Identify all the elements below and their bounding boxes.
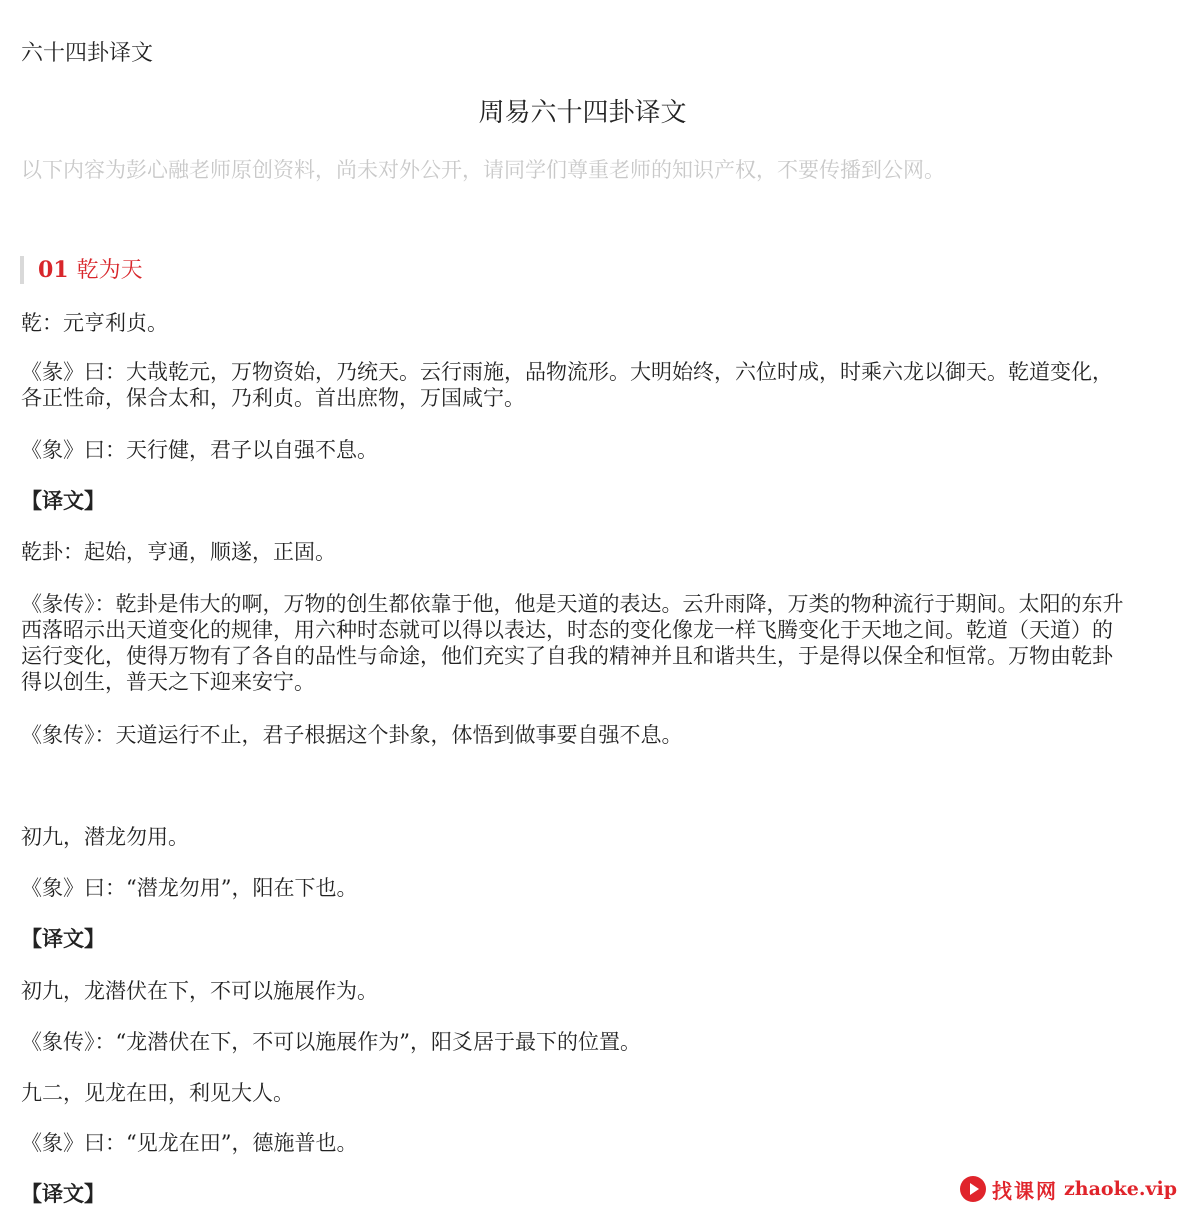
translation-heading: 【译文】 — [21, 926, 105, 951]
translation-heading: 【译文】 — [21, 488, 105, 513]
copyright-notice: 以下内容为彭心融老师原创资料，尚未对外公开，请同学们尊重老师的知识产权，不要传播到公网。 — [21, 158, 945, 182]
section-number: 01 — [38, 257, 69, 283]
document-label: 六十四卦译文 — [21, 41, 154, 66]
tuan-translation: 《彖传》：乾卦是伟大的啊，万物的创生都依靠于他，他是天道的表达。云升雨降，万类的物种流行于期间。太阳的东升西落昭示出天道变化的规律，用六种时态就可以得以表达，时态的变化像龙一样飞腾变化于天地之间。乾道（天道）的运行变化，使得万物有了各自的品性与命途，他们充实了自我的精神并且和谐共生，于是得以保全和恒常。万物由乾卦得以创生，普天之下迎来安宁。 — [21, 592, 1124, 694]
xiang-text: 《象》曰：天行健，君子以自强不息。 — [21, 438, 378, 462]
line-text-chujiu: 初九，潜龙勿用。 — [21, 825, 189, 849]
line-xiang-translation-chujiu: 《象传》：“龙潜伏在下，不可以施展作为”，阳爻居于最下的位置。 — [21, 1030, 641, 1054]
line-xiang-chujiu: 《象》曰：“潜龙勿用”，阳在下也。 — [21, 876, 358, 900]
hexagram-translation: 乾卦：起始，亨通，顺遂，正固。 — [21, 540, 336, 564]
line-xiang-jiuer: 《象》曰：“见龙在田”，德施普也。 — [21, 1131, 358, 1155]
watermark-cn: 找课网 — [992, 1178, 1058, 1203]
watermark-url: zhaoke.vip — [1064, 1178, 1177, 1200]
play-icon — [960, 1176, 986, 1202]
line-translation-chujiu: 初九，龙潜伏在下，不可以施展作为。 — [21, 979, 378, 1003]
xiang-translation: 《象传》：天道运行不止，君子根据这个卦象，体悟到做事要自强不息。 — [21, 723, 683, 747]
site-watermark — [960, 1172, 1177, 1206]
section-heading — [20, 256, 143, 284]
document-title: 周易六十四卦译文 — [478, 98, 687, 128]
section-name: 乾为天 — [76, 258, 143, 283]
tuan-text: 《彖》曰：大哉乾元，万物资始，乃统天。云行雨施，品物流形。大明始终，六位时成，时乘六龙以御天。乾道变化，各正性命，保合太和，乃利贞。首出庶物，万国咸宁。 — [21, 360, 1113, 410]
translation-heading: 【译文】 — [21, 1181, 105, 1206]
hexagram-text: 乾：元亨利贞。 — [21, 311, 168, 335]
line-text-jiuer: 九二，见龙在田，利见大人。 — [21, 1081, 294, 1105]
